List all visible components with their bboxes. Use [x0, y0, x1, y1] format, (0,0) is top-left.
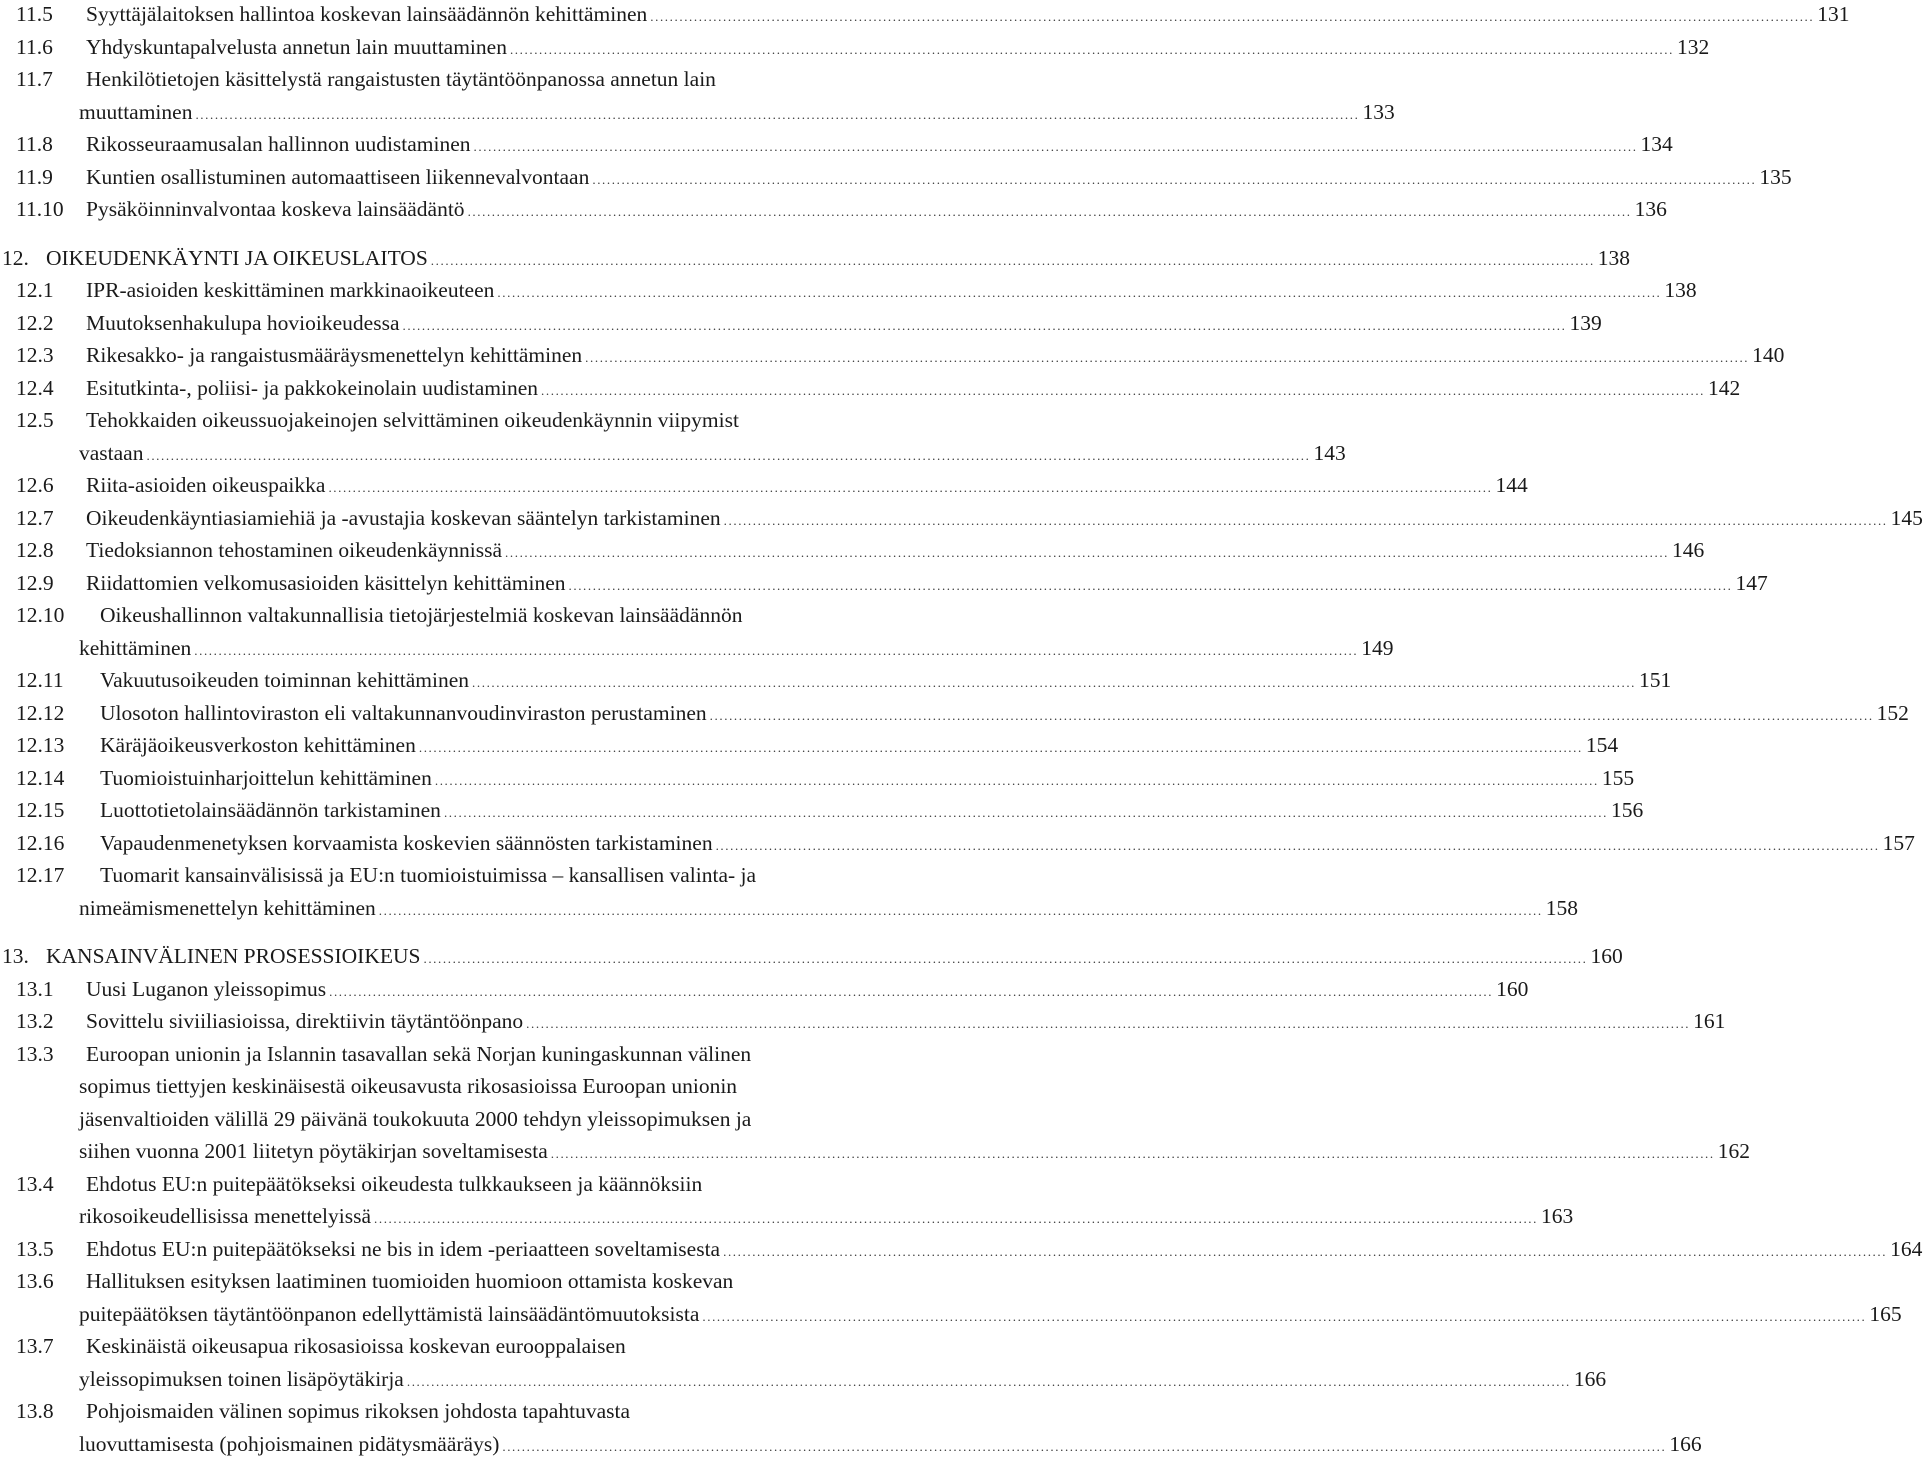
entry-title: Henkilötietojen käsittelystä rangaistusten täytäntöönpanossa annetun lain: [86, 67, 716, 91]
section-number: 12.10: [16, 603, 65, 627]
entry-title: Kuntien osallistuminen automaattiseen liikennevalvontaan: [86, 164, 590, 189]
page-number: 152: [1876, 700, 1909, 725]
toc-line: [0, 632, 1394, 664]
page-number: 151: [1639, 668, 1672, 692]
entry-title: Oikeushallinnon valtakunnallisia tietojärjestelmiä koskevan lainsäädännön: [100, 603, 743, 627]
toc-line: [0, 1395, 960, 1427]
page-number: 157: [1882, 830, 1915, 855]
entry-title: Tehokkaiden oikeussuojakeinojen selvittäminen oikeudenkäynnin viipymist: [86, 408, 739, 432]
page-number: 156: [1610, 798, 1644, 822]
section-number: 12.1: [16, 278, 54, 302]
toc-line: [0, 1233, 1923, 1265]
dot-leader: ................................................................................................................................................................................................................................................: [715, 837, 1880, 853]
chapter-number: 13.: [2, 944, 29, 968]
page-number: 149: [1361, 635, 1394, 660]
page-number: 135: [1759, 164, 1792, 189]
dot-leader: ................................................................................................................................................................................................................................................: [328, 480, 1493, 495]
entry-title: puitepäätöksen täytäntöönpanon edellyttämistä lainsäädäntömuutoksista: [79, 1301, 700, 1326]
dot-leader: ................................................................................................................................................................................................................................................: [509, 41, 1674, 57]
section-number: 12.11: [16, 668, 64, 692]
entry-title: nimeämismenettelyn kehittäminen: [79, 895, 376, 920]
entry-title: muuttaminen: [79, 99, 193, 124]
dot-leader: ................................................................................................................................................................................................................................................: [526, 1016, 1691, 1031]
section-number: 12.8: [16, 538, 54, 562]
entry-title: Riidattomien velkomusasioiden käsittelyn kehittäminen: [86, 570, 566, 595]
toc-line: [0, 1103, 960, 1135]
page-number: 140: [1752, 343, 1785, 367]
section-number: 12.15: [16, 798, 65, 822]
toc-line: [0, 404, 960, 436]
dot-leader: ................................................................................................................................................................................................................................................: [723, 1243, 1888, 1259]
toc-line: [0, 859, 960, 891]
section-number: 13.2: [16, 1009, 54, 1033]
toc-line: [0, 1298, 1902, 1330]
entry-title: KANSAINVÄLINEN PROSESSIOIKEUS: [46, 944, 421, 968]
toc-line: [0, 940, 1623, 972]
dot-leader: ................................................................................................................................................................................................................................................: [146, 447, 1311, 463]
toc-line: [0, 1200, 1574, 1232]
toc-line: [0, 1330, 960, 1362]
entry-title: Muutoksenhakulupa hovioikeudessa: [86, 310, 400, 335]
page-number: 160: [1590, 944, 1623, 968]
section-number: 12.9: [16, 570, 54, 595]
section-number: 13.6: [16, 1269, 54, 1293]
dot-leader: ................................................................................................................................................................................................................................................: [650, 9, 1815, 24]
section-number: 13.8: [16, 1399, 54, 1423]
toc-line: [0, 1265, 960, 1297]
toc-line: [0, 1428, 1702, 1460]
entry-title: Käräjäoikeusverkoston kehittäminen: [100, 733, 416, 757]
toc-line: [0, 161, 1792, 193]
entry-title: rikosoikeudellisissa menettelyissä: [79, 1204, 371, 1228]
page-number: 131: [1817, 2, 1850, 26]
section-number: 13.4: [16, 1171, 54, 1196]
toc-line: [0, 664, 1672, 696]
section-number: 11.7: [16, 67, 53, 91]
section-number: 12.6: [16, 473, 54, 497]
entry-title: Ehdotus EU:n puitepäätökseksi ne bis in idem -periaatteen soveltamisesta: [86, 1236, 721, 1261]
dot-leader: ................................................................................................................................................................................................................................................: [497, 285, 1662, 300]
entry-title: kehittäminen: [79, 635, 192, 660]
toc-line: [0, 1363, 1607, 1395]
entry-title: Syyttäjälaitoksen hallintoa koskevan lainsäädännön kehittäminen: [86, 2, 648, 26]
entry-title: Pohjoismaiden välinen sopimus rikoksen johdosta tapahtuvasta: [86, 1399, 630, 1423]
entry-title: Esitutkinta-, poliisi- ja pakkokeinolain uudistaminen: [86, 375, 539, 400]
toc-line: [0, 567, 1768, 599]
section-number: 11.5: [16, 2, 53, 26]
dot-leader: ................................................................................................................................................................................................................................................: [374, 1211, 1538, 1226]
dot-leader: ................................................................................................................................................................................................................................................: [195, 106, 1360, 122]
dot-leader: ................................................................................................................................................................................................................................................: [329, 983, 1494, 999]
section-number: 12.4: [16, 375, 54, 400]
section-number: 12.7: [16, 505, 54, 530]
toc-line: [0, 469, 1528, 501]
dot-leader: ................................................................................................................................................................................................................................................: [467, 204, 1632, 219]
dot-leader: ................................................................................................................................................................................................................................................: [541, 382, 1706, 398]
entry-title: Keskinäistä oikeusapua rikosasioissa koskevan eurooppalaisen: [86, 1334, 626, 1358]
toc-line: [0, 892, 1578, 924]
entry-title: sopimus tiettyjen keskinäisestä oikeusavusta rikosasioissa Euroopan unionin: [79, 1074, 738, 1098]
page-number: 158: [1545, 895, 1578, 920]
toc-line: [0, 339, 1785, 371]
entry-title: vastaan: [79, 440, 144, 465]
dot-leader: ................................................................................................................................................................................................................................................: [568, 577, 1733, 593]
entry-title: Ulosoton hallintoviraston eli valtakunnanvoudinviraston perustaminen: [100, 700, 707, 725]
toc-line: [0, 274, 1697, 306]
section-number: 12.16: [16, 830, 65, 855]
dot-leader: ................................................................................................................................................................................................................................................: [723, 512, 1888, 528]
dot-leader: ................................................................................................................................................................................................................................................: [592, 171, 1757, 187]
section-number: 12.5: [16, 408, 54, 432]
page-number: 163: [1541, 1204, 1574, 1228]
entry-title: yleissopimuksen toinen lisäpöytäkirja: [79, 1366, 404, 1391]
page-number: 166: [1573, 1366, 1607, 1391]
toc-line: [0, 1038, 960, 1070]
page-number: 165: [1869, 1301, 1902, 1326]
entry-title: Yhdyskuntapalvelusta annetun lain muuttaminen: [86, 34, 507, 59]
chapter-number: 12.: [2, 245, 29, 270]
toc-line: [0, 827, 1915, 859]
dot-leader: ................................................................................................................................................................................................................................................: [443, 805, 1608, 820]
entry-title: siihen vuonna 2001 liitetyn pöytäkirjan soveltamisesta: [79, 1139, 548, 1163]
section-number: 13.5: [16, 1236, 54, 1261]
entry-title: Pysäköinninvalvontaa koskeva lainsäädäntö: [86, 197, 465, 221]
toc-line: [0, 973, 1529, 1005]
dot-leader: ................................................................................................................................................................................................................................................: [709, 707, 1874, 723]
dot-leader: ................................................................................................................................................................................................................................................: [423, 951, 1588, 966]
page-number: 144: [1495, 473, 1528, 497]
toc-line: [0, 63, 960, 95]
entry-title: Rikosseuraamusalan hallinnon uudistaminen: [86, 132, 471, 156]
dot-leader: ................................................................................................................................................................................................................................................: [702, 1308, 1867, 1324]
toc-line: [0, 1168, 960, 1200]
page-number: 154: [1585, 733, 1619, 757]
toc-line: [0, 242, 1631, 274]
entry-title: Riita-asioiden oikeuspaikka: [86, 473, 326, 497]
dot-leader: ................................................................................................................................................................................................................................................: [473, 139, 1638, 154]
entry-title: Uusi Luganon yleissopimus: [86, 976, 327, 1001]
page-number: 161: [1693, 1009, 1726, 1033]
dot-leader: ................................................................................................................................................................................................................................................: [472, 675, 1637, 690]
page-number: 147: [1735, 570, 1768, 595]
section-number: 11.10: [16, 197, 64, 221]
dot-leader: ................................................................................................................................................................................................................................................: [585, 350, 1750, 365]
page-number: 143: [1313, 440, 1346, 465]
entry-title: Tiedoksiannon tehostaminen oikeudenkäynnissä: [86, 538, 503, 562]
toc-line: [0, 96, 1395, 128]
toc-line: [0, 502, 1923, 534]
toc-line: [0, 128, 1673, 160]
page-number: 138: [1664, 278, 1697, 302]
entry-title: Hallituksen esityksen laatiminen tuomioiden huomioon ottamista koskevan: [86, 1269, 734, 1293]
dot-leader: ................................................................................................................................................................................................................................................: [550, 1146, 1715, 1161]
section-number: 12.2: [16, 310, 54, 335]
entry-title: Tuomarit kansainvälisissä ja EU:n tuomioistuimissa – kansallisen valinta- ja: [100, 863, 757, 887]
page-number: 162: [1717, 1139, 1750, 1163]
section-number: 12.17: [16, 863, 65, 887]
section-number: 12.13: [16, 733, 65, 757]
entry-title: Vapaudenmenetyksen korvaamista koskevien säännösten tarkistaminen: [100, 830, 713, 855]
page-number: 145: [1890, 505, 1923, 530]
toc-line: [0, 307, 1602, 339]
page-number: 136: [1634, 197, 1667, 221]
toc-line: [0, 437, 1346, 469]
page-number: 133: [1362, 99, 1395, 124]
page-number: 134: [1640, 132, 1673, 156]
toc-line: [0, 729, 1619, 761]
page-number: 132: [1676, 34, 1710, 59]
dot-leader: ................................................................................................................................................................................................................................................: [434, 772, 1599, 788]
section-number: 13.3: [16, 1041, 54, 1066]
section-number: 12.3: [16, 343, 54, 367]
toc-line: [0, 762, 1635, 794]
page-number: 160: [1496, 976, 1529, 1001]
entry-title: Rikesakko- ja rangaistusmääräysmenettelyn kehittäminen: [86, 343, 583, 367]
toc-line: [0, 1135, 1750, 1167]
page-number: 142: [1708, 375, 1741, 400]
toc-line: [0, 0, 1850, 30]
toc-line: [0, 697, 1909, 729]
toc-line: [0, 599, 960, 631]
entry-title: OIKEUDENKÄYNTI JA OIKEUSLAITOS: [46, 245, 428, 270]
dot-leader: ................................................................................................................................................................................................................................................: [378, 902, 1543, 918]
toc-line: [0, 372, 1741, 404]
entry-title: Ehdotus EU:n puitepäätökseksi oikeudesta tulkkaukseen ja käännöksiin: [86, 1171, 703, 1196]
toc-line: [0, 193, 1667, 225]
section-number: 13.1: [16, 976, 54, 1001]
toc-line: [0, 1070, 960, 1102]
entry-title: Luottotietolainsäädännön tarkistaminen: [100, 798, 441, 822]
toc-line: [0, 1005, 1726, 1037]
entry-title: IPR-asioiden keskittäminen markkinaoikeuteen: [86, 278, 495, 302]
page-number: 164: [1890, 1236, 1923, 1261]
page-number: 138: [1597, 245, 1631, 270]
entry-title: Tuomioistuinharjoittelun kehittäminen: [100, 765, 432, 790]
entry-title: luovuttamisesta (pohjoismainen pidätysmääräys): [79, 1431, 500, 1456]
dot-leader: ................................................................................................................................................................................................................................................: [430, 252, 1595, 268]
dot-leader: ................................................................................................................................................................................................................................................: [406, 1373, 1571, 1389]
entry-title: Oikeudenkäyntiasiamiehiä ja -avustajia koskevan sääntelyn tarkistaminen: [86, 505, 721, 530]
entry-title: jäsenvaltioiden välillä 29 päivänä toukokuuta 2000 tehdyn yleissopimuksen ja: [79, 1106, 752, 1131]
section-number: 11.6: [16, 34, 53, 59]
section-number: 12.14: [16, 765, 65, 790]
entry-title: Vakuutusoikeuden toiminnan kehittäminen: [100, 668, 470, 692]
section-number: 11.9: [16, 164, 53, 189]
entry-title: Sovittelu siviiliasioissa, direktiivin täytäntöönpano: [86, 1009, 524, 1033]
page-number: 139: [1569, 310, 1602, 335]
toc-line: [0, 534, 1705, 566]
dot-leader: ................................................................................................................................................................................................................................................: [502, 1438, 1667, 1454]
dot-leader: ................................................................................................................................................................................................................................................: [505, 545, 1670, 560]
dot-leader: ................................................................................................................................................................................................................................................: [418, 740, 1583, 755]
section-number: 12.12: [16, 700, 65, 725]
dot-leader: ................................................................................................................................................................................................................................................: [402, 317, 1567, 333]
dot-leader: ................................................................................................................................................................................................................................................: [194, 642, 1359, 658]
toc-line: [0, 31, 1710, 63]
entry-title: Euroopan unionin ja Islannin tasavallan sekä Norjan kuningaskunnan välinen: [86, 1041, 752, 1066]
page-number: 146: [1672, 538, 1705, 562]
page-number: 166: [1669, 1431, 1702, 1456]
toc-line: [0, 794, 1644, 826]
section-number: 11.8: [16, 132, 53, 156]
page-number: 155: [1601, 765, 1635, 790]
section-number: 13.7: [16, 1334, 54, 1358]
